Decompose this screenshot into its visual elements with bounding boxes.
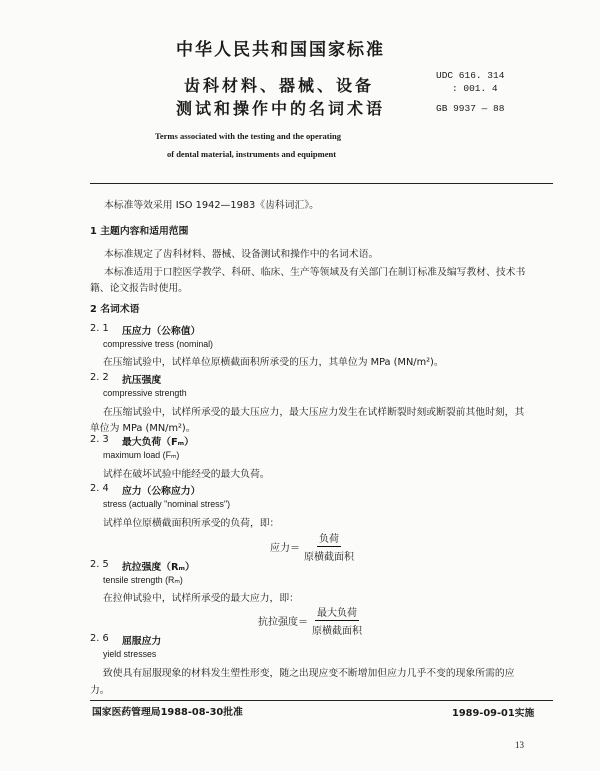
- document-title-line1: 齿科材料、器械、设备: [184, 76, 375, 95]
- term-definition: 在拉伸试验中，试样所承受的最大应力，即：: [103, 593, 299, 604]
- term-number: 2. 2: [90, 372, 109, 383]
- header-divider: [90, 183, 553, 184]
- formula-lhs: 抗拉强度＝: [258, 617, 308, 628]
- section2-heading: 2 名词术语: [90, 304, 140, 315]
- term-title: 压应力（公称值）: [122, 326, 201, 337]
- approval-date: 国家医药管理局1988-08-30批准: [92, 707, 243, 718]
- term-number: 2. 1: [90, 323, 109, 334]
- term-english: stress (actually "nominal stress"): [103, 499, 230, 509]
- term-title: 应力（公称应力）: [122, 486, 201, 497]
- stress-formula: [270, 530, 356, 563]
- term-number: 2. 4: [90, 483, 109, 494]
- section1-para1: 本标准规定了齿科材料、器械、设备测试和操作中的名词术语。: [104, 249, 379, 260]
- term-english: compressive tress (nominal): [103, 339, 213, 349]
- page-number: 13: [515, 740, 524, 750]
- effective-date: 1989-09-01实施: [452, 708, 535, 719]
- term-definition: 在压缩试验中，试样所承受的最大压应力，最大压应力发生在试样断裂时刻或断裂前其他时刻，其: [103, 407, 525, 418]
- term-number: 2. 6: [90, 633, 109, 644]
- document-title-line2: 测试和操作中的名词术语: [176, 99, 386, 118]
- footer-divider: [90, 700, 553, 701]
- term-title: 最大负荷（Fₘ）: [122, 437, 194, 448]
- term-title: 抗压强度: [122, 375, 162, 386]
- section1-para2-line2: 籍、论文报告时使用。: [90, 283, 188, 294]
- term-english: tensile strength (Rₘ): [103, 575, 183, 585]
- formula-lhs: 应力＝: [270, 543, 300, 554]
- udc-code: UDC 616. 314: [436, 70, 505, 81]
- term-definition-cont: 单位为 MPa (MN/m²)。: [90, 423, 196, 434]
- intro-paragraph: 本标准等效采用 ISO 1942—1983《齿科词汇》。: [104, 200, 319, 211]
- term-english: compressive strength: [103, 388, 187, 398]
- tensile-formula: [258, 604, 364, 637]
- term-definition: 致使具有屈服现象的材料发生塑性形变，随之出现应变不断增加但应力几乎不变的现象所需的应: [103, 668, 515, 679]
- section1-heading: 1 主题内容和适用范围: [90, 226, 189, 237]
- term-definition: 试样单位原横截面积所承受的负荷，即：: [103, 518, 280, 529]
- term-title: 抗拉强度（Rₘ）: [122, 562, 195, 573]
- national-standard-title: 中华人民共和国国家标准: [176, 40, 385, 60]
- term-number: 2. 5: [90, 559, 109, 570]
- formula-denominator: 原横截面积: [312, 626, 362, 637]
- term-definition: 在压缩试验中，试样单位原横截面积所承受的压力，其单位为 MPa (MN/m²)。: [103, 357, 444, 368]
- english-title-line1: Terms associated with the testing and the operating: [155, 131, 341, 141]
- term-title: 屈服应力: [122, 636, 162, 647]
- formula-numerator: 最大负荷: [315, 604, 359, 621]
- udc-code-suffix: : 001. 4: [452, 83, 498, 94]
- formula-numerator: 负荷: [317, 530, 341, 547]
- term-definition: 试样在破坏试验中能经受的最大负荷。: [103, 469, 270, 480]
- gb-code: GB 9937 — 88: [436, 103, 505, 114]
- term-english: yield stresses: [103, 649, 157, 659]
- formula-denominator: 原横截面积: [304, 552, 354, 563]
- term-definition-cont: 力。: [90, 685, 110, 696]
- term-english: maximum load (Fₘ): [103, 450, 180, 460]
- term-number: 2. 3: [90, 434, 109, 445]
- english-title-line2: of dental material, instruments and equipment: [167, 149, 337, 159]
- section1-para2-line1: 本标准适用于口腔医学教学、科研、临床、生产等领域及有关部门在制订标准及编写教材、技术书: [104, 267, 526, 278]
